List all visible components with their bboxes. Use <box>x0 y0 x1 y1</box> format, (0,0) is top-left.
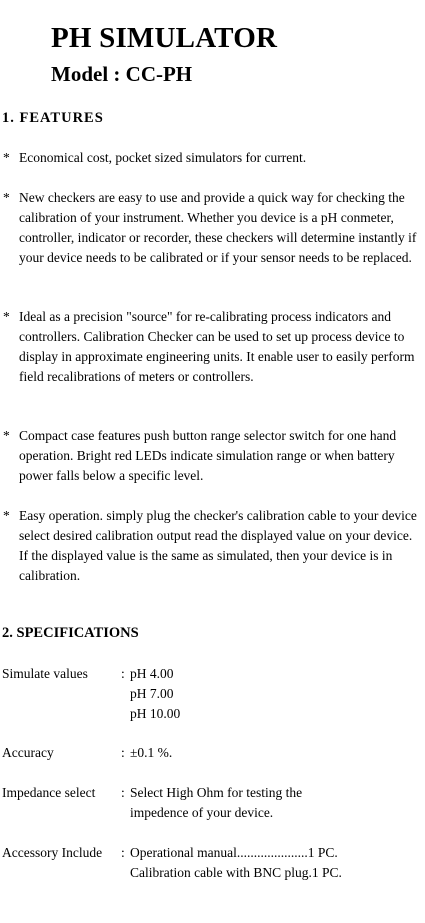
features-heading: 1. FEATURES <box>2 110 104 126</box>
page-title: PH SIMULATOR <box>51 22 278 54</box>
spec-value: pH 4.00 <box>130 666 174 681</box>
spec-value: pH 7.00 <box>130 686 174 701</box>
feature-item <box>3 426 423 486</box>
spec-label: Accuracy <box>2 745 54 760</box>
spec-label: Accessory Include <box>2 845 103 860</box>
spec-value: impedence of your device. <box>130 805 274 820</box>
bullet-marker: * <box>3 508 10 523</box>
spec-colon: : <box>121 666 125 681</box>
model-subtitle: Model : CC-PH <box>51 62 193 86</box>
spec-label: Simulate values <box>2 666 88 681</box>
feature-item <box>3 188 423 268</box>
feature-item <box>3 307 423 387</box>
feature-text: Compact case features push button range selector switch for one hand operation. Bright red LEDs indicate simulation range or when battery power falls below a specific level. <box>19 428 397 483</box>
spec-value: ±0.1 %. <box>130 745 173 760</box>
feature-item <box>3 506 423 586</box>
bullet-marker: * <box>3 428 10 443</box>
specifications-heading: 2. SPECIFICATIONS <box>2 625 139 641</box>
spec-value: Operational manual.....................1 PC. <box>130 845 338 860</box>
spec-colon: : <box>121 745 125 760</box>
feature-text: Ideal as a precision "source" for re-calibrating process indicators and controllers. Calibration Checker can be used to set up process device to display in approximate engineering units. It enable user to easily perform field recalibrations of meters or controllers. <box>19 309 415 384</box>
bullet-marker: * <box>3 150 10 165</box>
spec-label: Impedance select <box>2 785 96 800</box>
feature-text: Economical cost, pocket sized simulators for current. <box>19 150 307 165</box>
feature-text: New checkers are easy to use and provide a quick way for checking the calibration of your instrument. Whether you device is a pH conmeter, controller, indicator or recorder, these checkers will determine instantly if your device needs to be calibrated or if your sensor needs to be replaced. <box>19 190 417 265</box>
spec-value: pH 10.00 <box>130 706 181 721</box>
feature-item <box>3 148 423 168</box>
spec-colon: : <box>121 845 125 860</box>
feature-text: Easy operation. simply plug the checker's calibration cable to your device select desired calibration output read the displayed value on your device. If the displayed value is the same as simulated, then your device is in calibration. <box>19 508 417 583</box>
bullet-marker: * <box>3 309 10 324</box>
spec-colon: : <box>121 785 125 800</box>
spec-value: Select High Ohm for testing the <box>130 785 303 800</box>
bullet-marker: * <box>3 190 10 205</box>
spec-value: Calibration cable with BNC plug.1 PC. <box>130 865 342 880</box>
